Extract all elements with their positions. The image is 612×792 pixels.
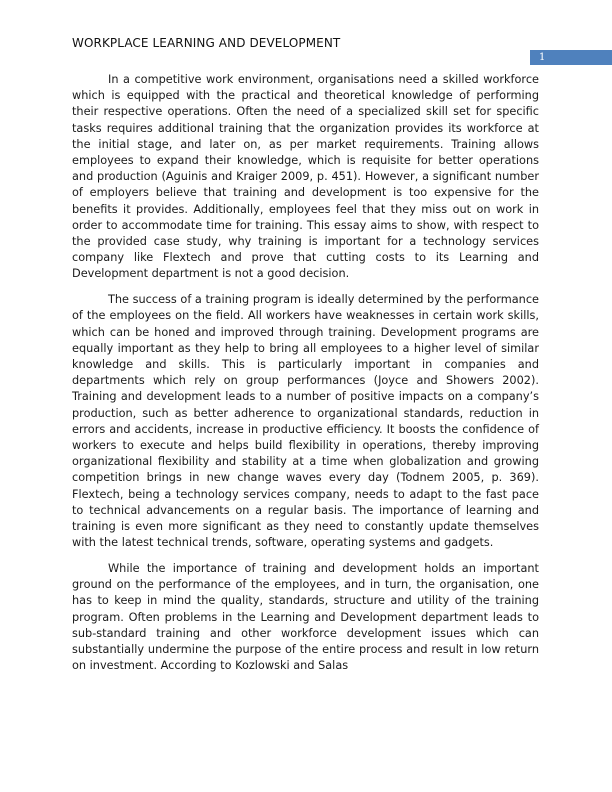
paragraph-3: While the importance of training and development holds an important ground on the performance of the employees, and in turn, the organisation, one has to keep in mind the quality, standards, structure and utility of the training program. Often problems in the Learning and Development department leads to sub-standard training and other workforce development issues which can substantially undermine the purpose of the entire process and result in low return on investment. According to Kozlowski and Salas (72, 561, 539, 673)
paragraph-1: In a competitive work environment, organisations need a skilled workforce which is equipped with the practical and theoretical knowledge of performing their respective operations. Often the need of a specialized skill set for specific tasks requires additional training that the organization provides its workforce at the initial stage, and later on, as per market requirements. Training allows employees to expand their knowledge, which is requisite for better operations and production (Aguinis and Kraiger 2009, p. 451). However, a significant number of employers believe that training and development is too expensive for the benefits it provides. Additionally, employees feel that they miss out on work in order to accommodate time for training. This essay aims to show, with respect to the provided case study, why training is important for a technology services company like Flextech and prove that cutting costs to its Learning and Development department is not a good decision. (72, 73, 539, 281)
paragraph-2: The success of a training program is ideally determined by the performance of the employees on the field. All workers have weaknesses in certain work skills, which can be honed and improved through training. Development programs are equally important as they help to bring all employees to a higher level of similar knowledge and skills. This is particularly important in companies and departments which rely on group performances (Joyce and Showers 2002). Training and development leads to a number of positive impacts on a company’s production, such as better adherence to organizational standards, reduction in errors and accidents, increase in productive efficiency. It boosts the confidence of workers to execute and helps build flexibility in operations, thereby improving organizational flexibility and stability at a time when globalization and growing competition brings in new change waves every day (Todnem 2005, p. 369). Flextech, being a technology services company, needs to adapt to the fast pace to technical advancements on a regular basis. The importance of learning and training is even more significant as they need to constantly update themselves with the latest technical trends, software, operating systems and gadgets. (72, 293, 539, 550)
body-text (72, 72, 539, 684)
page-number-badge: 1 (530, 50, 612, 65)
running-header-title: WORKPLACE LEARNING AND DEVELOPMENT (72, 36, 341, 50)
